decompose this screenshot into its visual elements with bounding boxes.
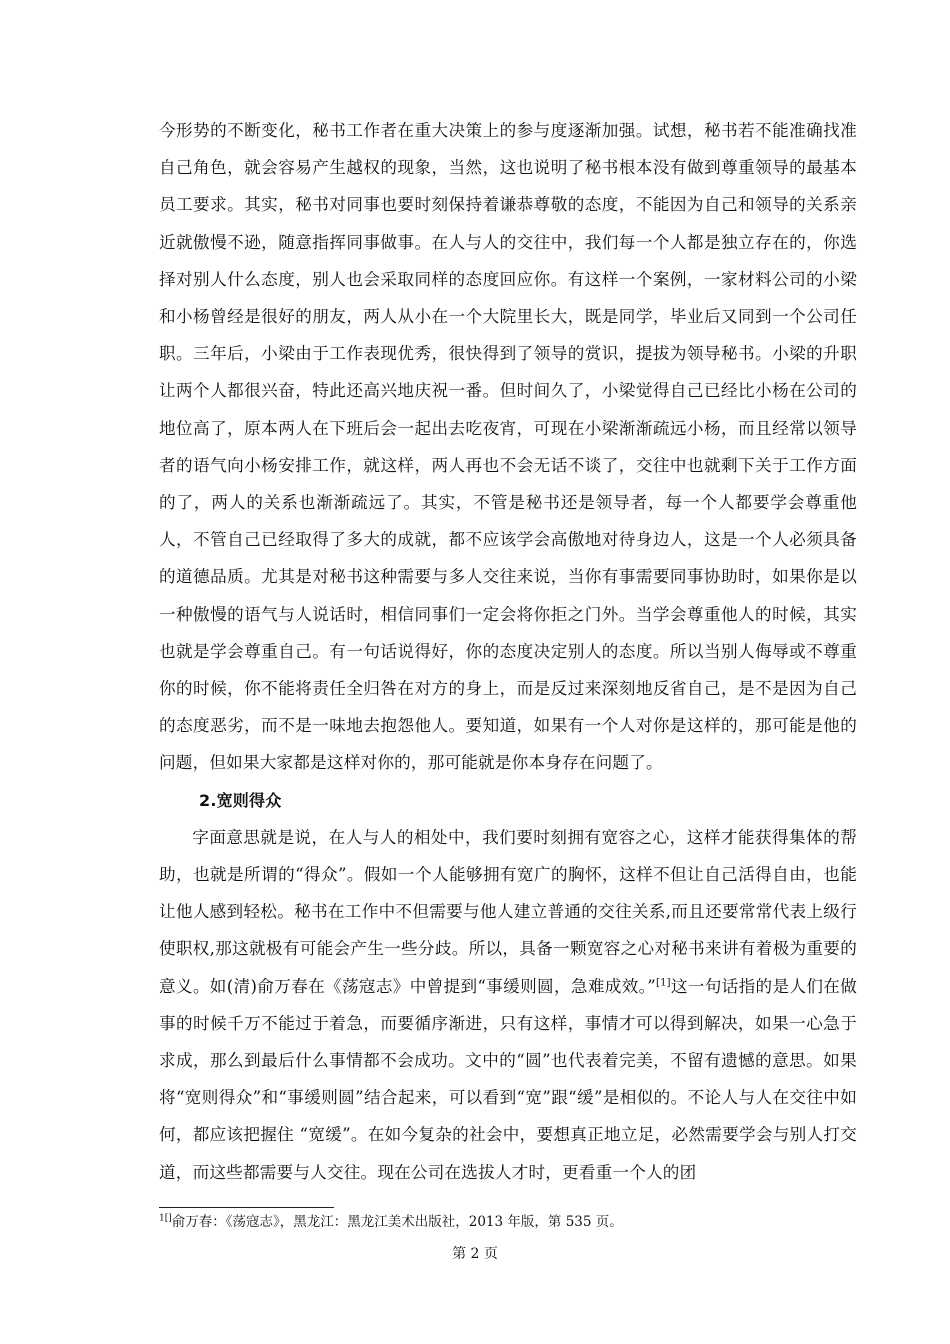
- footnote-text: 俞万春：《荡寇志》，黑龙江：黑龙江美术出版社，2013 年版，第 535 页。: [171, 1214, 623, 1230]
- footnote-separator: [159, 1207, 334, 1208]
- footnote-reference[interactable]: [1]: [655, 977, 671, 989]
- section-heading: 2.宽则得众: [199, 790, 282, 810]
- paragraph-continued: 今形势的不断变化，秘书工作者在重大决策上的参与度逐渐加强。试想，秘书若不能准确找准自己角色，就会容易产生越权的现象，当然，这也说明了秘书根本没有做到尊重领导的最基本员工要求。其实，秘书对同事也要时刻保持着谦恭尊敬的态度，不能因为自己和领导的关系亲近就傲慢不逊，随意指挥同事做事。在人与人的交往中，我们每一个人都是独立存在的，你选择对别人什么态度，别人也会采取同样的态度回应你。有这样一个案例，一家材料公司的小梁和小杨曾经是很好的朋友，两人从小在一个大院里长大，既是同学，毕业后又同到一个公司任职。三年后，小梁由于工作表现优秀，很快得到了领导的赏识，提拔为领导秘书。小梁的升职让两个人都很兴奋，特此还高兴地庆祝一番。但时间久了，小梁觉得自己已经比小杨在公司的地位高了，原本两人在下班后会一起出去吃夜宵，可现在小梁渐渐疏远小杨，而且经常以领导者的语气向小杨安排工作，就这样，两人再也不会无话不谈了，交往中也就剩下关于工作方面的了，两人的关系也渐渐疏远了。其实，不管是秘书还是领导者，每一个人都要学会尊重他人，不管自己已经取得了多大的成就，都不应该学会高傲地对待身边人，这是一个人必须具备的道德品质。尤其是对秘书这种需要与多人交往来说，当你有事需要同事协助时，如果你是以一种傲慢的语气与人说话时，相信同事们一定会将你拒之门外。当学会尊重他人的时候，其实也就是学会尊重自己。有一句话说得好，你的态度决定别人的态度。所以当别人侮辱或不尊重你的时候，你不能将责任全归咎在对方的身上，而是反过来深刻地反省自己，是不是因为自己的态度恶劣，而不是一味地去抱怨他人。要知道，如果有一个人对你是这样的，那可能是他的问题，但如果大家都是这样对你的，那可能就是你本身存在问题了。: [159, 121, 857, 773]
- footnote-mark: 1[]: [159, 1213, 172, 1224]
- paragraph: [159, 819, 857, 1191]
- page-number: 第 2 页: [452, 1246, 498, 1262]
- paragraph-text-part1: 字面意思就是说，在人与人的相处中，我们要时刻拥有宽容之心，这样才能获得集体的帮助，也就是所谓的“得众”。假如一个人能够拥有宽广的胸怀，这样不但让自己活得自由，也能让他人感到轻松。秘书在工作中不但需要与他人建立普通的交往关系,而且还要常常代表上级行使职权,那这就极有可能会产生一些分歧。所以，具备一颗宽容之心对秘书来讲有着极为重要的意义。如(清)俞万春在《荡寇志》中曾提到“事缓则圆，急难成效。”: [159, 827, 857, 996]
- body-text: [159, 112, 857, 1191]
- footnote: [159, 1212, 623, 1232]
- paragraph-text-part2: 这一句话指的是人们在做事的时候千万不能过于着急，而要循序渐进，只有这样，事情才可以得到解决，如果一心急于求成，那么到最后什么事情都不会成功。文中的“圆”也代表着完美，不留有遗憾的意思。如果将“宽则得众”和“事缓则圆”结合起来，可以看到“宽”跟“缓”是相似的。不论人与人在交往中如何，都应该把握住 “宽缓”。在如今复杂的社会中，要想真正地立足，必然需要学会与别人打交道，而这些都需要与人交往。现在公司在选拔人才时，更看重一个人的团: [159, 976, 857, 1182]
